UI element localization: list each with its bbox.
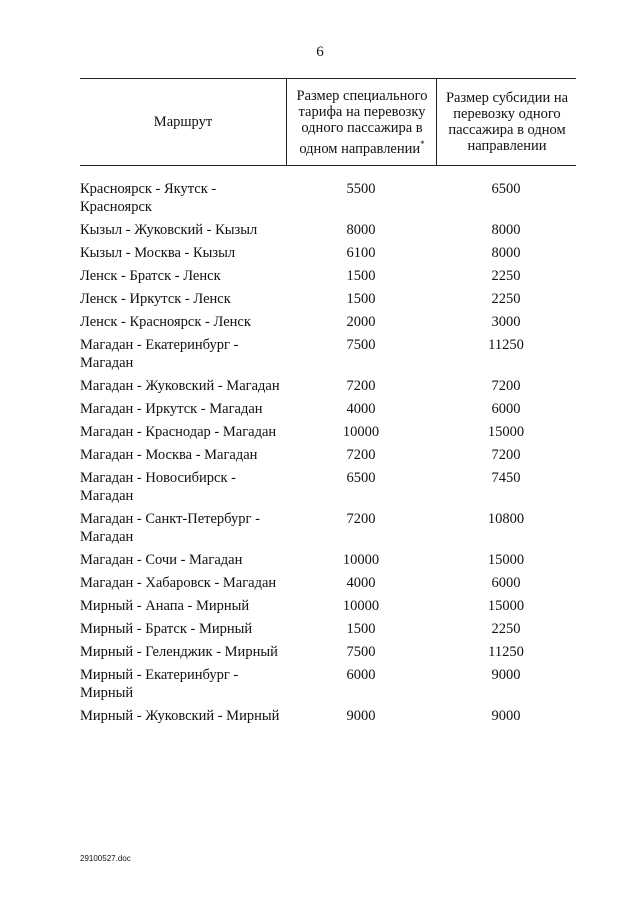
route-cell: Магадан - Жуковский - Магадан bbox=[80, 378, 280, 394]
table-row bbox=[80, 336, 576, 372]
tariff-cell: 1500 bbox=[346, 621, 376, 637]
table-header bbox=[80, 78, 576, 166]
subsidy-cell: 15000 bbox=[487, 552, 525, 568]
tariff-cell: 10000 bbox=[342, 424, 380, 440]
tariff-cell: 8000 bbox=[346, 222, 376, 238]
route-cell: Ленск - Иркутск - Ленск bbox=[80, 291, 231, 307]
table-row bbox=[80, 180, 576, 216]
route-cell: Мирный - Братск - Мирный bbox=[80, 621, 253, 637]
table-row bbox=[80, 423, 576, 441]
route-cell: Мирный - Геленджик - Мирный bbox=[80, 644, 278, 660]
subsidy-cell: 7200 bbox=[491, 378, 521, 394]
table-row bbox=[80, 597, 576, 615]
route-cell: Кызыл - Москва - Кызыл bbox=[80, 245, 236, 261]
tariff-cell: 6000 bbox=[346, 667, 376, 683]
route-cell: Магадан - Москва - Магадан bbox=[80, 447, 258, 463]
table-row bbox=[80, 244, 576, 262]
subsidy-cell: 10800 bbox=[487, 511, 525, 527]
header-tariff bbox=[286, 79, 437, 165]
subsidy-cell: 11250 bbox=[488, 644, 524, 660]
table-row bbox=[80, 469, 576, 505]
route-cell: Мирный - Анапа - Мирный bbox=[80, 598, 250, 614]
tariff-cell: 2000 bbox=[346, 314, 376, 330]
table-row bbox=[80, 574, 576, 592]
header-route-label: Маршрут bbox=[153, 114, 213, 130]
tariff-cell: 5500 bbox=[346, 181, 376, 197]
tariff-cell: 4000 bbox=[346, 575, 376, 591]
subsidy-cell: 8000 bbox=[491, 222, 521, 238]
tariff-cell: 7200 bbox=[346, 378, 376, 394]
route-cell: Магадан - Хабаровск - Магадан bbox=[80, 575, 277, 591]
table-row bbox=[80, 643, 576, 661]
table-row bbox=[80, 446, 576, 464]
header-subsidy bbox=[436, 79, 577, 165]
footnote-mark: * bbox=[420, 138, 425, 149]
subsidy-cell: 6000 bbox=[491, 401, 521, 417]
header-subsidy-label: Размер субсидии на перевозку одного пассажира в одном направлении bbox=[445, 90, 569, 154]
tariff-cell: 4000 bbox=[346, 401, 376, 417]
subsidy-cell: 6500 bbox=[491, 181, 521, 197]
table-row bbox=[80, 377, 576, 395]
route-cell: Красноярск - Якутск - Красноярск bbox=[80, 181, 217, 215]
table-row bbox=[80, 620, 576, 638]
table-row bbox=[80, 551, 576, 569]
subsidy-cell: 6000 bbox=[491, 575, 521, 591]
route-cell: Ленск - Братск - Ленск bbox=[80, 268, 221, 284]
route-cell: Кызыл - Жуковский - Кызыл bbox=[80, 222, 258, 238]
subsidy-cell: 11250 bbox=[488, 337, 524, 353]
table-row bbox=[80, 221, 576, 239]
subsidy-cell: 9000 bbox=[491, 667, 521, 683]
subsidy-cell: 8000 bbox=[491, 245, 521, 261]
table-row bbox=[80, 510, 576, 546]
route-cell: Магадан - Екатеринбург - Магадан bbox=[80, 337, 239, 371]
subsidy-cell: 2250 bbox=[491, 291, 521, 307]
subsidy-cell: 9000 bbox=[491, 708, 521, 724]
header-route bbox=[80, 79, 286, 165]
route-cell: Мирный - Екатеринбург - Мирный bbox=[80, 667, 239, 701]
tariff-cell: 9000 bbox=[346, 708, 376, 724]
subsidy-cell: 15000 bbox=[487, 424, 525, 440]
subsidy-cell: 7200 bbox=[491, 447, 521, 463]
tariff-cell: 6100 bbox=[346, 245, 376, 261]
tariff-cell: 7200 bbox=[346, 511, 376, 527]
tariff-cell: 1500 bbox=[346, 268, 376, 284]
table-row bbox=[80, 707, 576, 725]
route-cell: Ленск - Красноярск - Ленск bbox=[80, 314, 251, 330]
file-name: 29100527.doc bbox=[80, 854, 131, 863]
route-cell: Магадан - Санкт-Петербург - Магадан bbox=[80, 511, 260, 545]
table-row bbox=[80, 400, 576, 418]
subsidy-cell: 15000 bbox=[487, 598, 525, 614]
tariff-cell: 7500 bbox=[346, 337, 376, 353]
tariff-cell: 7200 bbox=[346, 447, 376, 463]
tariff-cell: 10000 bbox=[342, 598, 380, 614]
tariff-cell: 10000 bbox=[342, 552, 380, 568]
table-body bbox=[80, 180, 576, 730]
route-cell: Магадан - Краснодар - Магадан bbox=[80, 424, 277, 440]
tariff-cell: 6500 bbox=[346, 470, 376, 486]
tariff-cell: 7500 bbox=[346, 644, 376, 660]
route-cell: Магадан - Иркутск - Магадан bbox=[80, 401, 263, 417]
table-row bbox=[80, 666, 576, 702]
table-row bbox=[80, 313, 576, 331]
table-row bbox=[80, 267, 576, 285]
subsidy-cell: 2250 bbox=[491, 268, 521, 284]
table-row bbox=[80, 290, 576, 308]
tariff-cell: 1500 bbox=[346, 291, 376, 307]
route-cell: Мирный - Жуковский - Мирный bbox=[80, 708, 280, 724]
route-cell: Магадан - Сочи - Магадан bbox=[80, 552, 243, 568]
subsidy-cell: 2250 bbox=[491, 621, 521, 637]
subsidy-cell: 7450 bbox=[491, 470, 521, 486]
header-tariff-label: Размер специального тарифа на перевозку одного пассажира в одном направлении* bbox=[296, 87, 428, 157]
subsidy-cell: 3000 bbox=[491, 314, 521, 330]
page-number: 6 bbox=[316, 44, 324, 60]
route-cell: Магадан - Новосибирск - Магадан bbox=[80, 470, 236, 504]
